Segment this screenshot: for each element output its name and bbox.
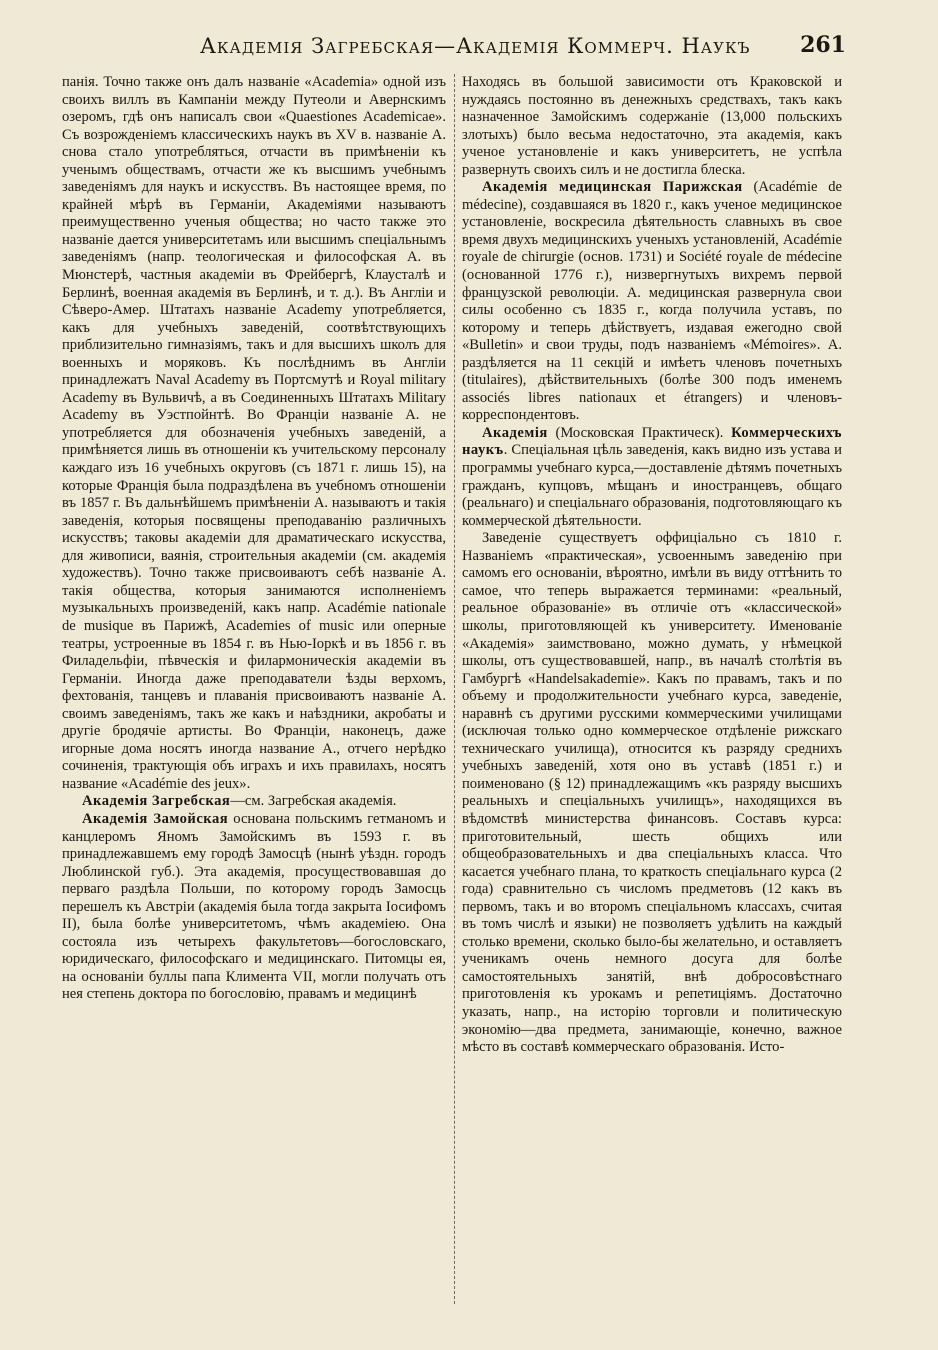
- entry-text: (Académie de médecine), создавшаяся въ 1820 г., какъ ученое медицинское установленіе, воскресила дѣятельность славныхъ въ свое время двухъ медицинскихъ ученыхъ установленій, Académie royale de chirurgie (основ. 1731) и Société royale de médecine (основанной 1776 г.), низвергнутыхъ вихремъ первой французской революціи. А. медицинская развернула свои силы особенно съ 1835 г., когда получила уставъ, по которому и теперь дѣйствуетъ, издавая ежегодно свой «Bulletin» и свои труды, подъ названіемъ «Mémoires». А. раздѣляется на 11 секцій и имѣетъ членовъ почетныхъ (titulaires), дѣйствительныхъ (болѣе 300 подъ именемъ associés libres nationaux et étrangers) и членовъ-корреспондентовъ.: [462, 179, 842, 424]
- page-number: 261: [800, 32, 846, 58]
- page-header: [60, 30, 846, 64]
- entry-moscow-commerce-continued: Заведеніе существуетъ оффиціально съ 1810 г. Названіемъ «практическая», усвоеннымъ заведенію при самомъ его основаніи, вѣроятно, имѣли въ виду оттѣнить то самое, что теперь выражается терминами: «реальный, реальное образованіе» въ отличіе отъ «классической» школы, приготовляющей къ университету. Именованіе «Академія» заимствовано, можно думать, у нѣмецкой школы, отъ существовавшей, напр., въ началѣ столѣтія въ Гамбургѣ «Handelsakademie». Какъ по правамъ, такъ и по объему и продолжительности учебнаго курса, заведеніе, наравнѣ съ другими русскими коммерческими училищами (исключая только одно коммерческое отдѣленіе рижскаго техническаго училища), относится къ разряду среднихъ учебныхъ заведеній, хотя оно въ уставѣ (1851 г.) и поименовано (§ 12) принадлежащимъ «къ разряду высшихъ реальныхъ и спеціальныхъ училищъ», находящихся въ вѣдомствѣ министерства финансовъ. Составъ курса: приготовительный, шесть общихъ или общеобразовательныхъ и два спеціальныхъ класса. Что касается учебнаго плана, то краткость спеціальнаго курса (2 года) сравнительно съ числомъ предметовъ (12 какъ въ первомъ, такъ и во второмъ спеціальномъ классахъ, считая въ томъ числѣ и языки) не позволяетъ удѣлить на каждый столько времени, сколько было-бы желательно, и оставляетъ ученикамъ очень немного досуга для болѣе самостоятельныхъ занятій, внѣ добросовѣстнаго приготовленія къ урокамъ и репетиціямъ. Достаточно указать, напр., на исторію торговли и политическую экономію—два предмета, занимающіе, конечно, важное мѣсто въ составѣ коммерческаго образованія. Исто-: [462, 530, 842, 1056]
- article-continuation: панія. Точно также онъ далъ названіе «Academia» одной изъ своихъ виллъ въ Кампаніи между Путеоли и Авернскимъ озеромъ, гдѣ онъ написалъ свои «Quaestiones Academicae». Съ возрожденіемъ классическихъ наукъ въ XV в. названіе А. снова стало употребляться, отчасти въ примѣненіи къ ученымъ обществамъ, отчасти же къ высшимъ учебнымъ заведеніямъ для наукъ и искусствъ. Въ настоящее время, по крайней мѣрѣ въ Германіи, Академіями называютъ преимущественно ученыя общества; но часто также это названіе дается университетамъ или высшимъ спеціальнымъ заведеніямъ (напр. теологическая и философская А. въ Мюнстерѣ, частныя академіи въ Фрейбергѣ, Клаусталѣ и Берлинѣ, военная академія въ Берлинѣ, и т. д.). Въ Англіи и Сѣверо-Амер. Штатахъ названіе Academy употребляется, какъ для учебныхъ заведеній, соотвѣтствующихъ приблизительно гимназіямъ, такъ и для высшихъ школъ для военныхъ и моряковъ. Къ послѣднимъ въ Англіи принадлежатъ Naval Academy въ Портсмутѣ и Royal military Academy въ Вульвичѣ, а въ Соединенныхъ Штатахъ Military Academy въ Уэстпойнтѣ. Во Франціи названіе А. не употребляется для обозначенія учебныхъ заведеній, а примѣняется лишь въ отношеніи къ учительскому персоналу каждаго изъ 16 учебныхъ округовъ (съ 1871 г. лишь 15), на которые Франція была подраздѣлена въ учебномъ отношеніи въ 1857 г. Въ дальнѣйшемъ примѣненіи А. называютъ и такія заведенія, которыя посвящены преподаванію различныхъ искусствъ; таковы академіи для драматическаго искусства, для живописи, ваянія, строительныя академіи (см. академія художествъ). Точно также присвоиваютъ себѣ названіе А. такія общества, которыя занимаются исполненіемъ музыкальныхъ произведеній, какъ напр. Académie nationale de musique въ Парижѣ, Academies of music или оперные театры, устроенные въ 1854 г. въ Нью-Іоркѣ и въ 1856 г. въ Филадельфіи, пѣвческія и филармоническія академіи въ Германіи. Иногда даже преподаватели ѣзды верхомъ, фехтованія, танцевъ и плаванія присвоиваютъ названіе А. своимъ заведеніямъ, такъ же какъ и наѣздники, акробаты и другіе бродячіе артисты. Во Франціи, наконецъ, даже игорные дома носятъ иногда название А., отчего нерѣдко сочиненія, трактующія объ играхъ и ихъ правилахъ, носятъ название «Académie des jeux».: [62, 74, 446, 792]
- entry-text: основана польскимъ гетманомъ и канцлеромъ Яномъ Замойскимъ въ 1593 г. въ принадлежавшемъ ему городѣ Замосцѣ (нынѣ уѣздн. городъ Люблинской губ.). Эта академія, просуществовавшая до перваго раздѣла Польши, по которому городъ Замосць перешелъ къ Австріи (академія была тогда закрыта Іосифомъ II), была болѣе университетомъ, чѣмъ академіею. Она состояла изъ четырехъ факультетовъ—богословскаго, юридическаго, философскаго и медицинскаго. Питомцы ея, на основаніи буллы папа Климента VII, могли получать отъ нея степень доктора по богословію, правамъ и медицинѣ: [62, 810, 446, 1003]
- entry-continuation: Находясь въ большой зависимости отъ Краковской и нуждаясь постоянно въ денежныхъ средствахъ, такъ какъ назначенное Замойскимъ содержаніе (13,000 польскихъ злотыхъ) было весьма недостаточно, эта академія, какъ ученое установленіе и какъ университетъ, не успѣла развернуть своихъ силъ и не достигла блеска.: [462, 74, 842, 178]
- entry-text: . Спеціальная цѣль заведенія, какъ видно изъ устава и программы учебнаго курса,—доставленіе дѣтямъ почетныхъ гражданъ, купцовъ, мѣщанъ и иностранцевъ, общаго (реальнаго) и спеціальнаго образованія, подготовляющаго къ коммерческой дѣятельности.: [462, 442, 842, 529]
- entry-headword: Академія Загребская: [82, 793, 231, 810]
- entry-subtitle: (Московская Практическ).: [547, 424, 724, 441]
- left-column: [62, 74, 446, 1004]
- entry-paris-medicine: [462, 179, 842, 425]
- entry-headword: Академія медицинская Парижская: [482, 179, 743, 196]
- entry-zagreb: [62, 793, 446, 811]
- entry-zamoyska: [62, 811, 446, 1004]
- entry-headword-second: Коммерческихъ наукъ: [462, 424, 842, 459]
- column-divider: [454, 74, 455, 1304]
- entry-text: —см. Загребская академія.: [230, 793, 397, 810]
- entry-headword: Академія Замойская: [82, 810, 229, 827]
- entry-moscow-commerce: [462, 425, 842, 530]
- entry-headword: Академія: [482, 424, 548, 441]
- right-column: [462, 74, 842, 1057]
- running-head: Академія Загребская—Академія Коммерч. Наукъ: [200, 34, 751, 58]
